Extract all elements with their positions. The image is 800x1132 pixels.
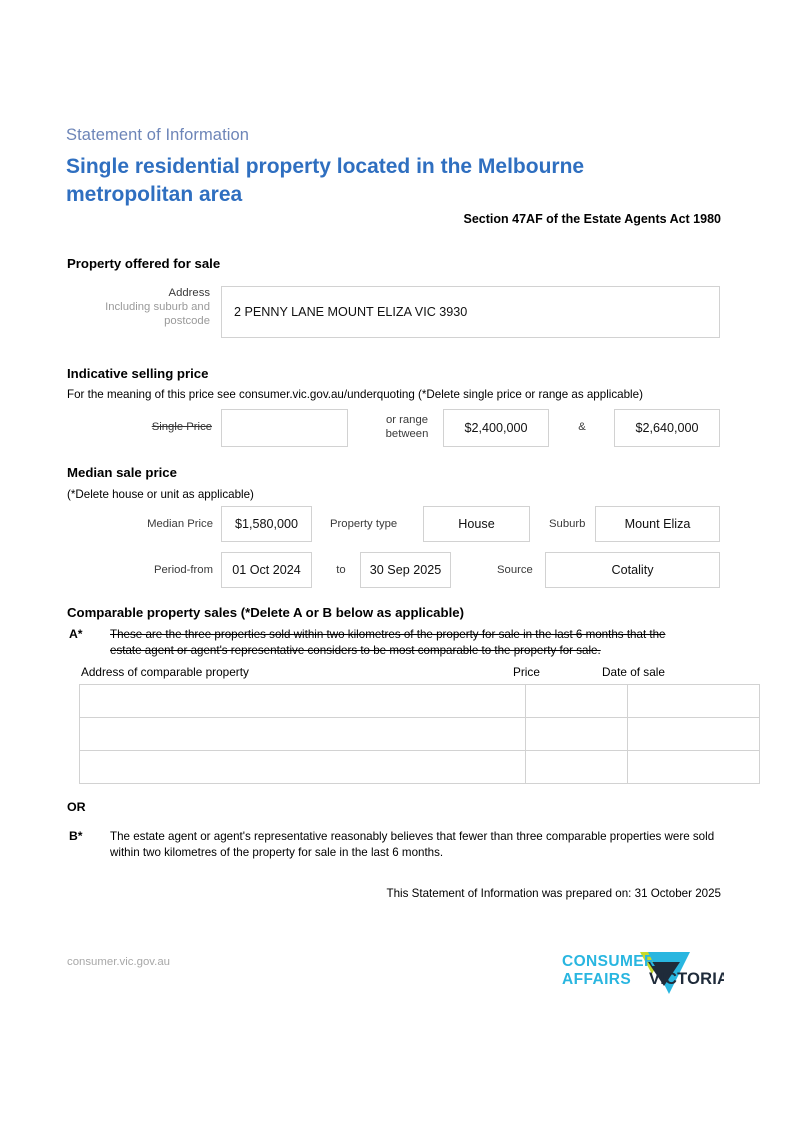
price-range-high-field[interactable]: $2,640,000 [614, 409, 720, 447]
period-from-field[interactable]: 01 Oct 2024 [221, 552, 312, 588]
comparable-sales-table [79, 684, 760, 784]
median-price-field[interactable]: $1,580,000 [221, 506, 312, 542]
address-field[interactable]: 2 PENNY LANE MOUNT ELIZA VIC 3930 [221, 286, 720, 338]
cell-date-of-sale[interactable] [628, 685, 760, 718]
address-sublabel-line2: postcode [164, 315, 210, 327]
table-row[interactable] [80, 718, 760, 751]
option-a-marker: A* [69, 627, 83, 641]
cell-date-of-sale[interactable] [628, 751, 760, 784]
median-price-note: (*Delete house or unit as applicable) [67, 488, 254, 501]
property-type-field[interactable]: House [423, 506, 530, 542]
address-sublabel-line1: Including suburb and [105, 301, 210, 313]
cell-address[interactable] [80, 751, 526, 784]
range-label-line2: between [385, 428, 429, 440]
document-eyebrow: Statement of Information [66, 126, 250, 144]
cell-price[interactable] [526, 685, 628, 718]
logo-text-victoria: VICTORIA [649, 970, 724, 988]
price-range-low-field[interactable]: $2,400,000 [443, 409, 549, 447]
suburb-field[interactable]: Mount Eliza [595, 506, 720, 542]
section-heading-property-offered: Property offered for sale [67, 256, 221, 271]
cell-address[interactable] [80, 718, 526, 751]
column-header-price: Price [513, 665, 540, 679]
section-heading-comparable-sales: Comparable property sales (*Delete A or B below as applicable) [67, 605, 464, 620]
logo-artwork [556, 944, 724, 996]
period-from-label: Period-from [153, 564, 213, 576]
column-header-date: Date of sale [602, 665, 665, 679]
indicative-price-note: For the meaning of this price see consumer.vic.gov.au/underquoting (*Delete single price or range as applicable) [67, 388, 643, 401]
option-a-text: These are the three properties sold within two kilometres of the property for sale in the last 6 months that the estate agent or agent's representative considers to be most comparable to the property for sale. [110, 628, 666, 657]
single-price-field[interactable] [221, 409, 348, 447]
range-ampersand: & [578, 421, 586, 433]
source-field[interactable]: Cotality [545, 552, 720, 588]
logo-text-consumer: CONSUMER [562, 953, 656, 970]
act-reference: Section 47AF of the Estate Agents Act 1980 [463, 212, 721, 226]
source-label: Source [497, 564, 533, 576]
suburb-label: Suburb [549, 518, 586, 530]
section-heading-indicative-price: Indicative selling price [67, 366, 209, 381]
cell-date-of-sale[interactable] [628, 718, 760, 751]
median-price-label: Median Price [147, 518, 213, 530]
page-title: Single residential property located in the Melbourne metropolitan area [66, 155, 585, 206]
cell-price[interactable] [526, 751, 628, 784]
logo-text-affairs: AFFAIRS [562, 971, 632, 988]
consumer-affairs-victoria-logo [556, 944, 724, 996]
cell-address[interactable] [80, 685, 526, 718]
range-label-line1: or range [385, 414, 429, 426]
period-to-label: to [336, 564, 346, 576]
table-row[interactable] [80, 751, 760, 784]
table-row[interactable] [80, 685, 760, 718]
address-label: Address [168, 287, 210, 299]
footer-url[interactable]: consumer.vic.gov.au [67, 956, 170, 968]
option-b-marker: B* [69, 829, 83, 843]
single-price-label: Single Price [151, 421, 212, 433]
cell-price[interactable] [526, 718, 628, 751]
section-heading-median-price: Median sale price [67, 465, 177, 480]
or-separator-label: OR [67, 800, 86, 814]
period-to-field[interactable]: 30 Sep 2025 [360, 552, 451, 588]
column-header-address: Address of comparable property [81, 665, 249, 679]
property-type-label: Property type [330, 518, 398, 530]
prepared-on-text: This Statement of Information was prepared on: 31 October 2025 [386, 887, 721, 900]
option-b-text: The estate agent or agent's representative reasonably believes that fewer than three comparable properties were sold within two kilometres of the property for sale in the last 6 months. [110, 830, 715, 859]
